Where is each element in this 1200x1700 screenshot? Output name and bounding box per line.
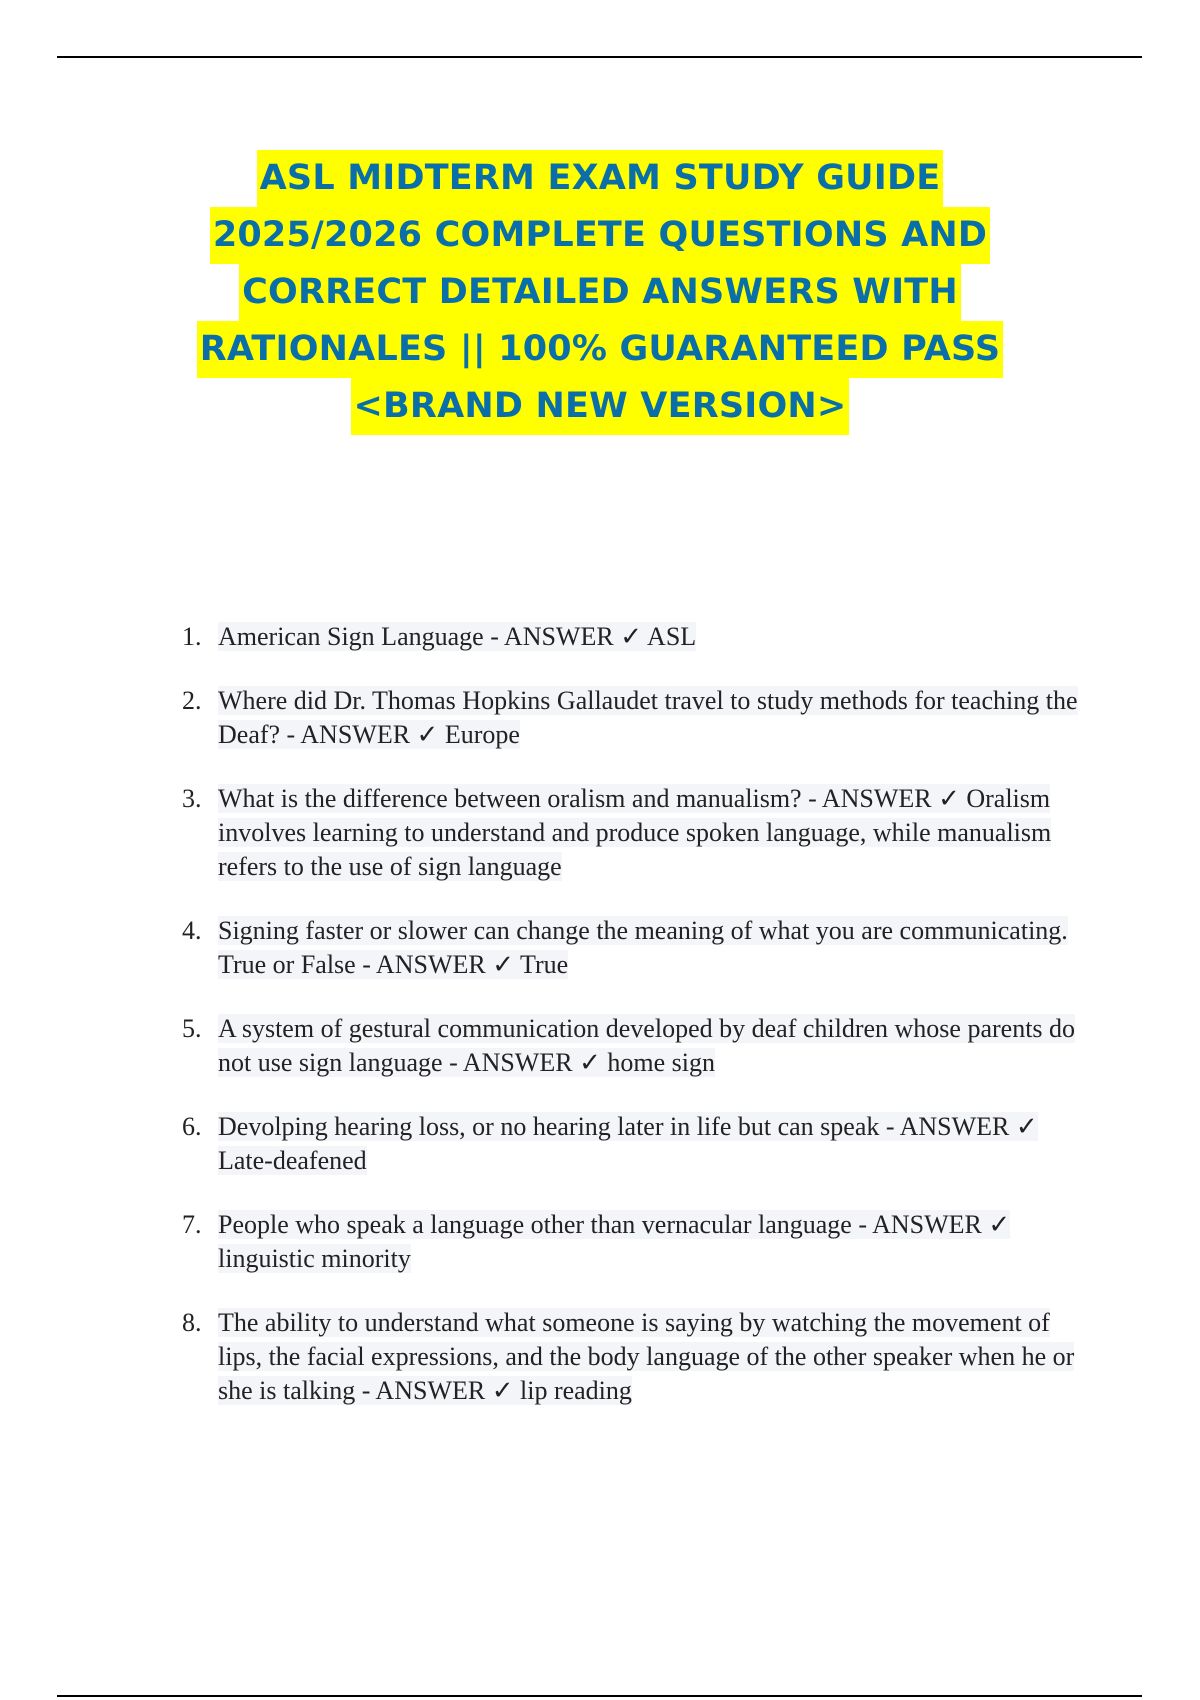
question-item [170,684,1090,752]
question-item [170,620,1090,654]
title-line [100,378,1100,435]
question-text: People who speak a language other than vernacular language - ANSWER ✓ linguistic minority [218,1210,1011,1273]
top-divider [57,56,1142,58]
question-number: 1. [182,622,202,651]
title-line [100,321,1100,378]
question-text: American Sign Language - ANSWER ✓ ASL [218,622,697,651]
title-line-text: <BRAND NEW VERSION> [351,378,850,435]
bottom-divider [57,1695,1142,1697]
question-item [170,1012,1090,1080]
question-text: Signing faster or slower can change the meaning of what you are communicating. True or False - ANSWER ✓ True [218,916,1068,979]
question-number: 4. [182,916,202,945]
question-item [170,1110,1090,1178]
question-item [170,1306,1090,1408]
question-number: 8. [182,1308,202,1337]
question-item [170,914,1090,982]
title-line [100,207,1100,264]
title-line-text: ASL MIDTERM EXAM STUDY GUIDE [257,150,944,207]
question-item [170,782,1090,884]
question-text: Where did Dr. Thomas Hopkins Gallaudet travel to study methods for teaching the Deaf? - ANSWER ✓ Europe [218,686,1078,749]
title-line-text: CORRECT DETAILED ANSWERS WITH [239,264,961,321]
question-text: A system of gestural communication developed by deaf children whose parents do not use sign language - ANSWER ✓ home sign [218,1014,1076,1077]
question-text: Devolping hearing loss, or no hearing later in life but can speak - ANSWER ✓ Late-deafened [218,1112,1038,1175]
question-number: 7. [182,1210,202,1239]
question-number: 5. [182,1014,202,1043]
question-number: 6. [182,1112,202,1141]
question-number: 3. [182,784,202,813]
question-text: What is the difference between oralism and manualism? - ANSWER ✓ Oralism involves learning to understand and produce spoken language, while manualism refers to the use of sign language [218,784,1052,881]
title-line-text: RATIONALES || 100% GUARANTEED PASS [197,321,1004,378]
question-number: 2. [182,686,202,715]
question-text: The ability to understand what someone is saying by watching the movement of lips, the facial expressions, and the body language of the other speaker when he or she is talking - ANSWER ✓ lip reading [218,1308,1075,1405]
title-line-text: 2025/2026 COMPLETE QUESTIONS AND [210,207,990,264]
question-list [170,620,1090,1408]
title-line [100,264,1100,321]
document-title [100,150,1100,435]
question-item [170,1208,1090,1276]
title-line [100,150,1100,207]
